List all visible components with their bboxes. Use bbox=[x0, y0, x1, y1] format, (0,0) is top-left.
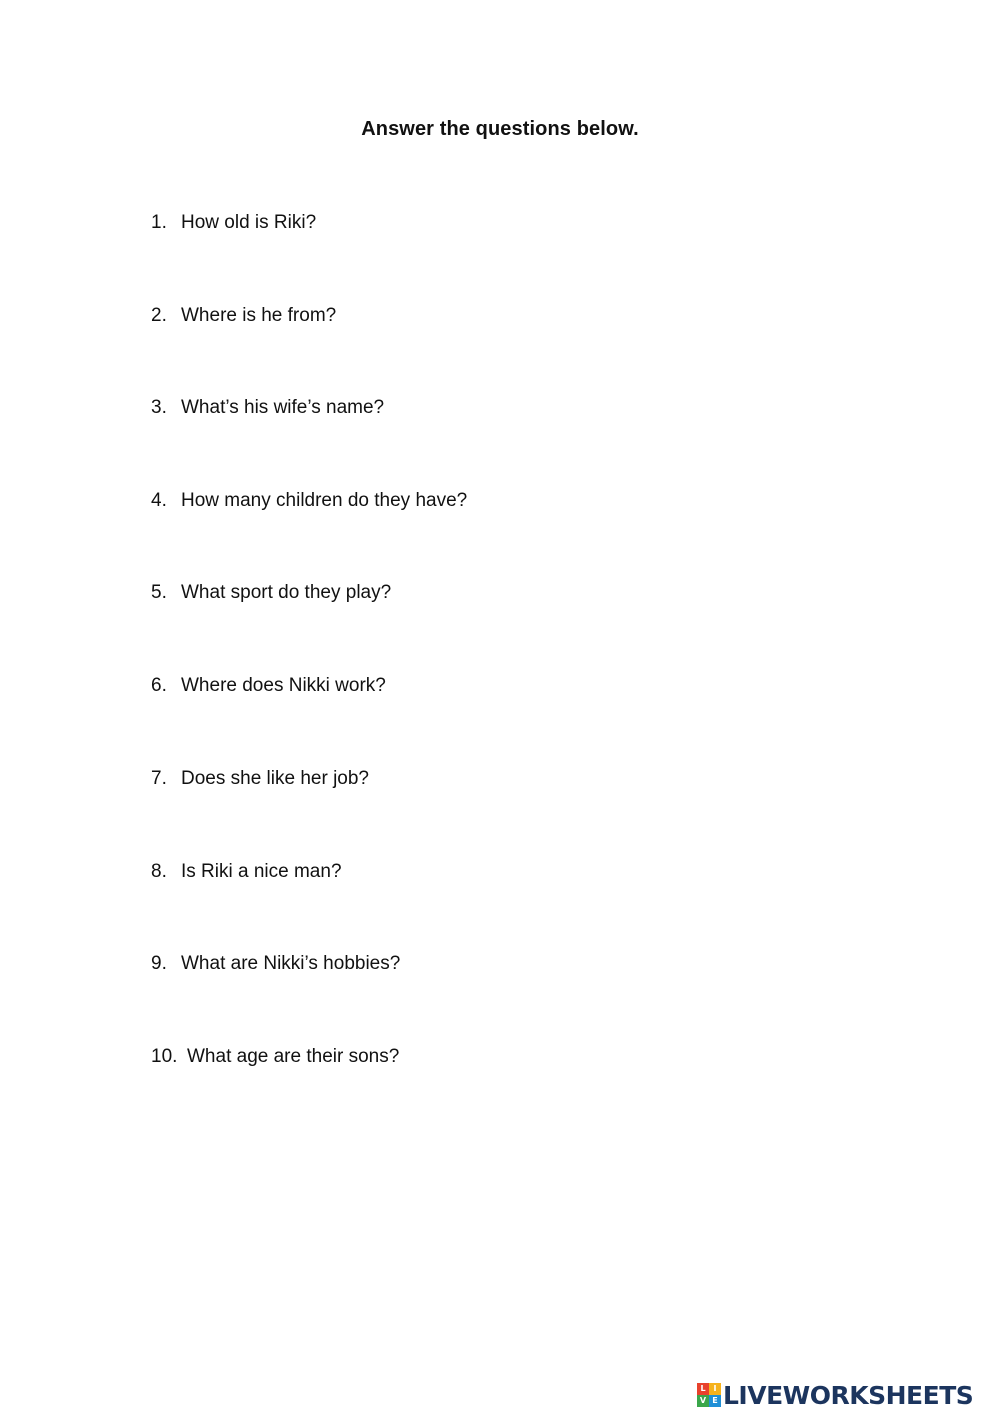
question-number: 9. bbox=[151, 953, 167, 974]
question-text: Where is he from? bbox=[181, 305, 337, 326]
question-number: 1. bbox=[151, 212, 167, 233]
question-text: What age are their sons? bbox=[187, 1046, 400, 1067]
question-item bbox=[151, 304, 336, 328]
question-text: How old is Riki? bbox=[181, 212, 317, 233]
question-number: 10. bbox=[151, 1046, 178, 1067]
question-item bbox=[151, 860, 342, 884]
question-item bbox=[151, 952, 400, 976]
question-item bbox=[151, 581, 391, 605]
question-item bbox=[151, 674, 386, 698]
question-text: Where does Nikki work? bbox=[181, 675, 386, 696]
question-item bbox=[151, 396, 384, 420]
question-number: 8. bbox=[151, 861, 167, 882]
question-number: 4. bbox=[151, 490, 167, 511]
question-number: 5. bbox=[151, 582, 167, 603]
question-text: How many children do they have? bbox=[181, 490, 468, 511]
question-item bbox=[151, 211, 316, 235]
question-item bbox=[151, 1045, 399, 1069]
question-number: 2. bbox=[151, 305, 167, 326]
question-text: What are Nikki’s hobbies? bbox=[181, 953, 401, 974]
logo-tile: I bbox=[709, 1383, 721, 1395]
logo-tile: E bbox=[709, 1395, 721, 1407]
question-item bbox=[151, 489, 467, 513]
question-text: What’s his wife’s name? bbox=[181, 397, 385, 418]
question-text: Does she like her job? bbox=[181, 768, 369, 789]
question-text: What sport do they play? bbox=[181, 582, 392, 603]
logo-tile: V bbox=[697, 1395, 709, 1407]
question-text: Is Riki a nice man? bbox=[181, 861, 342, 882]
liveworksheets-watermark bbox=[697, 1381, 973, 1409]
question-number: 3. bbox=[151, 397, 167, 418]
question-number: 7. bbox=[151, 768, 167, 789]
question-item bbox=[151, 767, 369, 791]
worksheet-title: Answer the questions below. bbox=[361, 118, 639, 140]
question-number: 6. bbox=[151, 675, 167, 696]
liveworksheets-logo-icon bbox=[697, 1383, 721, 1407]
logo-tile: L bbox=[697, 1383, 709, 1395]
liveworksheets-wordmark: LIVEWORKSHEETS bbox=[723, 1380, 974, 1410]
